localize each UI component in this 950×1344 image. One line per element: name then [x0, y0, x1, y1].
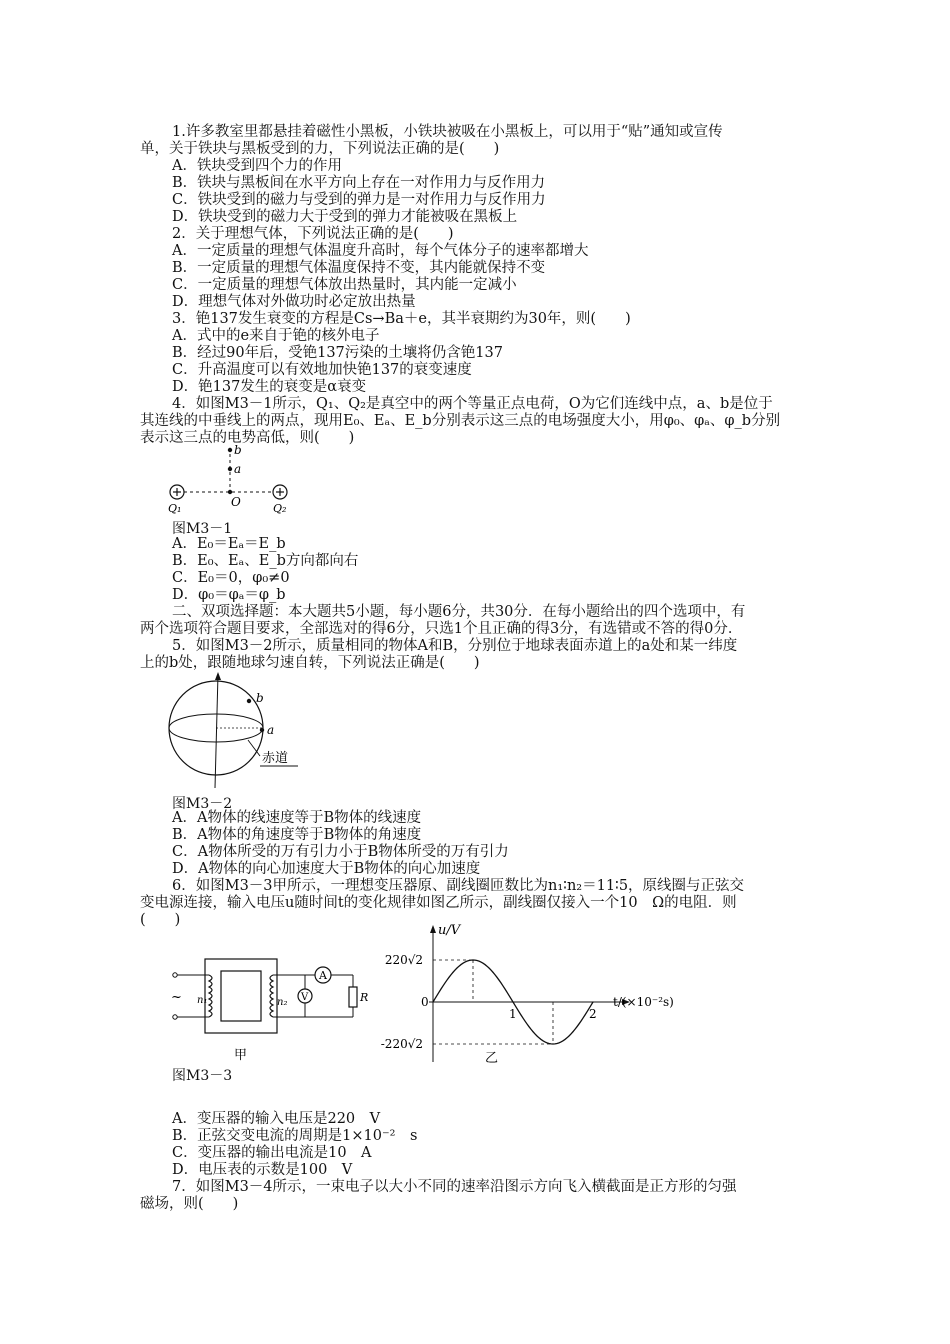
label-o: O [231, 495, 241, 509]
q2-option-d: D．理想气体对外做功时必定放出热量 [172, 294, 416, 310]
label-resistor: R [360, 991, 369, 1004]
q4-stem-line3: 表示这三点的电势高低，则( ) [140, 430, 355, 446]
q1-stem-line1: 1.许多教室里都悬挂着磁性小黑板，小铁块被吸在小黑板上，可以用于“贴”通知或宣传 [172, 124, 723, 140]
data-point [432, 1001, 433, 1002]
data-point [532, 1031, 533, 1032]
label-n2: n₂ [277, 997, 288, 1008]
q6-option-c: C．变压器的输出电流是10 A [172, 1145, 372, 1161]
y-axis-label: u/V [438, 923, 461, 938]
q2-option-c: C．一定质量的理想气体放出热量时，其内能一定减小 [172, 277, 517, 293]
input-terminal-top [173, 973, 177, 977]
input-terminal-bottom [173, 1015, 177, 1019]
label-q1: Q₁ [168, 502, 182, 515]
q1-option-c: C．铁块受到的磁力与受到的弹力是一对作用力与反作用力 [172, 192, 546, 208]
q4-option-c: C．E₀＝0，φ₀≠0 [172, 570, 290, 586]
q4-stem-line1: 4．如图M3－1所示，Q₁、Q₂是真空中的两个等量正点电荷，O为它们连线中点，a、b是位于 [172, 396, 773, 412]
secondary-coil [270, 975, 273, 1017]
q6-option-a: A．变压器的输入电压是220 V [172, 1111, 381, 1127]
q7-stem-line1: 7．如图M3－4所示，一束电子以大小不同的速率沿图示方向飞入横截面是正方形的匀强 [172, 1179, 737, 1195]
q4-option-b: B．E₀、Eₐ、E_b方向都向右 [172, 553, 359, 569]
data-point [492, 972, 493, 973]
x-tick-label: 2 [589, 1007, 597, 1021]
label-jia: 甲 [234, 1048, 248, 1063]
q5-option-c: C．A物体所受的万有引力小于B物体所受的万有引力 [172, 844, 509, 860]
earth-axis [215, 674, 218, 788]
q6-stem-line1: 6．如图M3－3甲所示，一理想变压器原、副线圈匝数比为n₁∶n₂＝11∶5，原线圈与正弦交 [172, 878, 745, 894]
point-b [228, 448, 232, 452]
label-ammeter: A [319, 969, 327, 982]
y-axis-arrow-icon [430, 925, 436, 933]
q5-option-a: A．A物体的线速度等于B物体的线速度 [172, 810, 422, 826]
q1-option-a: A．铁块受到四个力的作用 [172, 158, 342, 174]
resistor [349, 987, 357, 1007]
label-n1: n₁ [197, 995, 208, 1006]
data-point [572, 1031, 573, 1032]
figure-m3-2-caption: 图M3－2 [172, 796, 233, 812]
x-axis-label: t/(×10⁻²s) [613, 995, 674, 1009]
data-point [592, 1001, 593, 1002]
q1-option-b: B．铁块与黑板间在水平方向上存在一对作用力与反作用力 [172, 175, 546, 191]
q1-option-d: D．铁块受到的磁力大于受到的弹力才能被吸在黑板上 [172, 209, 518, 225]
data-point [472, 959, 473, 960]
figure-m3-3-voltage-chart [365, 922, 690, 1067]
label-b: b [234, 444, 242, 457]
q4-stem-line2: 其连线的中垂线上的两点，现用E₀、Eₐ、E_b分别表示这三点的电场强度大小，用φ₀、φₐ、φ_b分别 [140, 413, 781, 429]
label-b: b [256, 691, 264, 705]
q6-stem-line2: 变电源连接，输入电压u随时间t的变化规律如图乙所示，副线圈仅接入一个10 Ω的电阻．则 [140, 895, 737, 911]
q4-option-a: A．E₀＝Eₐ＝E_b [172, 536, 286, 552]
q3-option-d: D．铯137发生的衰变是α衰变 [172, 379, 367, 395]
q3-option-c: C．升高温度可以有效地加快铯137的衰变速度 [172, 362, 472, 378]
q5-option-d: D．A物体的向心加速度大于B物体的向心加速度 [172, 861, 481, 877]
primary-coil [209, 975, 212, 1017]
section2-intro-line1: 二、双项选择题：本大题共5小题，每小题6分，共30分．在每小题给出的四个选项中，有 [172, 604, 746, 620]
q2-stem: 2．关于理想气体，下列说法正确的是( ) [172, 226, 454, 242]
ac-source-symbol: ~ [171, 990, 182, 1005]
figure-m3-3-transformer [165, 945, 370, 1063]
point-b [247, 699, 251, 703]
figure-m3-1-caption: 图M3－1 [172, 521, 233, 537]
x-tick-label: 1 [509, 1007, 517, 1021]
q6-stem-line3: ( ) [140, 912, 181, 928]
figure-m3-3-caption: 图M3－3 [172, 1068, 233, 1084]
section2-intro-line2: 两个选项符合题目要求，全部选对的得6分，只选1个且正确的得3分，有选错或不答的得0分． [140, 621, 743, 637]
q6-option-b: B．正弦交变电流的周期是1×10⁻² s [172, 1128, 418, 1144]
q2-option-b: B．一定质量的理想气体温度保持不变，其内能就保持不变 [172, 260, 546, 276]
label-voltmeter: V [301, 992, 309, 1003]
q2-option-a: A．一定质量的理想气体温度升高时，每个气体分子的速率都增大 [172, 243, 589, 259]
data-point [452, 972, 453, 973]
y-tick-label: 220√2 [384, 953, 423, 967]
q6-option-d: D．电压表的示数是100 V [172, 1162, 353, 1178]
point-o [228, 490, 232, 494]
q4-option-d: D．φ₀＝φₐ＝φ_b [172, 587, 286, 603]
point-a [228, 467, 232, 471]
figure-m3-1 [160, 444, 300, 516]
transformer-core [205, 959, 277, 1033]
y-tick-label: 0 [421, 995, 429, 1009]
label-yi: 乙 [485, 1051, 499, 1066]
label-q2: Q₂ [273, 502, 287, 515]
q1-stem-line2: 单，关于铁块与黑板受到的力，下列说法正确的是( ) [140, 141, 500, 157]
data-point [512, 1001, 513, 1002]
q3-option-b: B．经过90年后，受铯137污染的土壤将仍含铯137 [172, 345, 503, 361]
q3-option-a: A．式中的e来自于铯的核外电子 [172, 328, 380, 344]
data-point [552, 1043, 553, 1044]
q7-stem-line2: 磁场，则( ) [140, 1196, 239, 1212]
label-a: a [267, 723, 275, 737]
label-a: a [234, 462, 242, 476]
label-equator: 赤道 [262, 751, 289, 766]
q3-stem: 3．铯137发生衰变的方程是Cs→Ba＋e，其半衰期约为30年，则( ) [172, 311, 631, 327]
point-a [260, 728, 264, 732]
q5-option-b: B．A物体的角速度等于B物体的角速度 [172, 827, 422, 843]
q5-stem-line1: 5．如图M3－2所示，质量相同的物体A和B，分别位于地球表面赤道上的a处和某一纬度 [172, 638, 738, 654]
q5-stem-line2: 上的b处，跟随地球匀速自转，下列说法正确是( ) [140, 655, 480, 671]
y-tick-label: -220√2 [380, 1037, 423, 1051]
axis-arrow-icon [215, 672, 221, 680]
figure-m3-2 [160, 670, 320, 790]
